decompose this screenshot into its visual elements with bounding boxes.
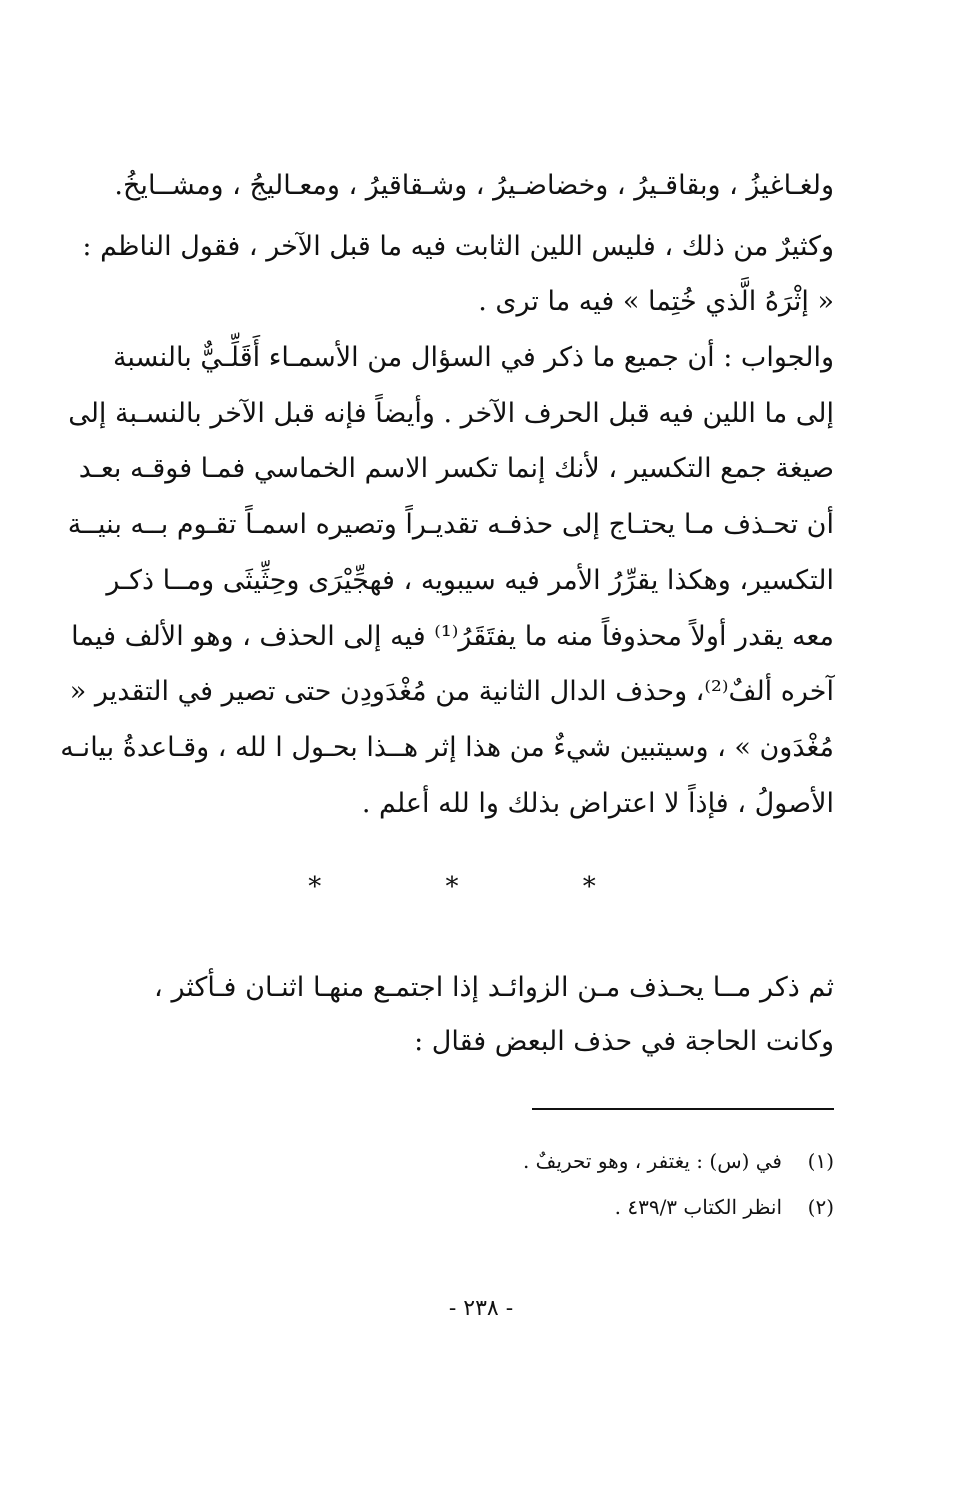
footnote-divider	[532, 1108, 834, 1110]
section-separator: * * *	[308, 872, 654, 902]
text-line: مُغْدَون » ، وسيتبين شيءٌ من هذا إثر هــذا بحـول ا لله ، وقـاعدةُ بيانـه	[60, 732, 834, 763]
footnote-text: في (س) : يغتفر ، وهو تحريفٌ .	[522, 1149, 782, 1173]
text-line: وكانت الحاجة في حذف البعض فقال :	[414, 1026, 834, 1057]
text-line: وكثيرٌ من ذلك ، فليس اللين الثابت فيه ما قبل الآخر ، فقول الناظم :	[82, 231, 834, 262]
text-line: أن تحـذف مـا يحتـاج إلى حذفـه تقديـراً وتصيره اسمـاً تقـوم بــه بنيــة	[67, 509, 834, 540]
footnote-number: (٢)	[807, 1195, 834, 1219]
text-line: « إثْرَهُ الَّذي خُتِما » فيه ما ترى .	[478, 286, 834, 317]
footnote-number: (١)	[807, 1149, 834, 1173]
footnote	[154, 1146, 834, 1176]
text-line: آخره ألفٌ⁽²⁾، وحذف الدال الثانية من مُغْدَودِن حتى تصير في التقدير «	[69, 676, 834, 707]
text-line: ثم ذكر مــا يحـذف مـن الزوائـد إذا اجتمـع منهـا اثنـان فـأكثر ،	[154, 972, 834, 1003]
text-line: معه يقدر أولاً محذوفاً منه ما يفتَقَرُ⁽¹⁾ فيه إلى الحذف ، وهو الألف فيما	[71, 621, 834, 652]
footnote	[154, 1192, 834, 1222]
footnote-text: انظر الكتاب ٤٣٩/٣ .	[614, 1195, 782, 1219]
text-line: والجواب : أن جميع ما ذكر في السؤال من الأسمـاء أَقَلِّـيٌّ بالنسبة	[112, 342, 834, 373]
text-line: الأصولُ ، فإذاً لا اعتراض بذلك وا لله أعلم .	[361, 788, 834, 819]
text-line: التكسير، وهكذا يقرِّرُ الأمر فيه سيبويه ، فهجِّيْرَى وحِثِّيثَى ومــا ذكـر	[106, 565, 834, 596]
text-line: صيغة جمع التكسير ، لأنك إنما تكسر الاسم الخماسي فمـا فوقـه بعـد	[78, 453, 834, 484]
text-line: ولغـاغيزُ ، وبقاقـيرُ ، وخضاضـيرُ ، وشـقاقيرُ ، ومعـاليجُ ، ومشــايخُ.	[114, 170, 834, 201]
page-number: - ٢٣٨ -	[448, 1296, 514, 1321]
text-line: إلى ما اللين فيه قبل الحرف الآخر . وأيضاً فإنه قبل الآخر بالنسـبة إلى	[68, 398, 834, 429]
